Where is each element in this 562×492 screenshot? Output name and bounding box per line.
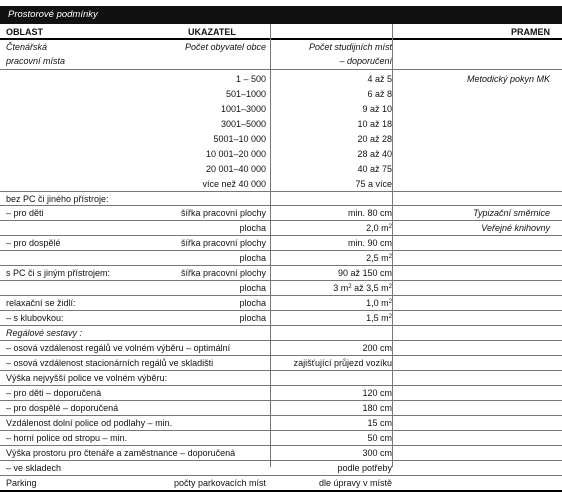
height-heading-row	[0, 371, 562, 386]
population-value: 20 001–40 000	[205, 164, 266, 174]
relax-area-2: 1,5 $m^2$	[366, 313, 392, 323]
pc-with-area-row	[0, 281, 562, 296]
pc-source1: Typizační směrnice	[473, 208, 550, 218]
header-pramen: PRAMEN	[510, 27, 550, 37]
subheader-col3-line2: – doporučení	[339, 56, 392, 66]
pc-dospele-label: – pro dospělé	[6, 238, 61, 248]
shelves-label-2: – osová vzdálenost stacionárních regálů ve skladišti	[6, 358, 214, 368]
pc-dospele-width-row	[0, 236, 562, 251]
pc-deti-width-row	[0, 206, 562, 221]
population-value: 501–1000	[225, 89, 266, 99]
lower-val-2: 50 cm	[367, 433, 392, 443]
relax-plocha-1: plocha	[239, 298, 266, 308]
subheader-row	[0, 40, 562, 70]
study-places-value: 20 až 28	[357, 134, 392, 144]
table-title: Prostorové podmínky	[0, 6, 562, 24]
shelves-row-2	[0, 356, 562, 371]
shelves-val-1: 200 cm	[362, 343, 392, 353]
space-val-2: podle potřeby	[337, 463, 392, 473]
population-value: 3001–5000	[220, 119, 266, 129]
subheader-col1-line2: pracovní místa	[6, 56, 66, 66]
study-places-value: 10 až 18	[357, 119, 392, 129]
subheader-col2: Počet obyvatel obce	[184, 42, 266, 52]
lower-row-1	[0, 416, 562, 431]
pc-with-plocha: plocha	[239, 283, 266, 293]
relax-label-2: – s klubovkou:	[6, 313, 64, 323]
pc-with-sirka: šířka pracovní plochy	[180, 268, 266, 278]
pc-dospele-width: min. 90 cm	[347, 238, 392, 248]
space-row-1	[0, 446, 562, 461]
pc-deti-plocha: plocha	[239, 223, 266, 233]
pc-with-area: 3 $m^2$ až 3,5 $m^2$	[333, 283, 392, 293]
height-val-1: 120 cm	[362, 388, 392, 398]
study-places-value: 4 až 5	[367, 74, 392, 84]
pc-dospele-area-row	[0, 251, 562, 266]
relax-label-1: relaxační se židlí:	[6, 298, 76, 308]
study-places-value: 75 a více	[355, 179, 392, 189]
pc-with-label: s PC či s jiným přístrojem:	[6, 268, 111, 278]
population-row	[0, 147, 562, 162]
population-value: 1 – 500	[235, 74, 266, 84]
lower-row-2	[0, 431, 562, 446]
height-heading: Výška nejvyšší police ve volném výběru:	[6, 373, 168, 383]
population-value: 10 001–20 000	[205, 149, 266, 159]
column-divider-2	[392, 24, 393, 467]
pc-with-width-row	[0, 266, 562, 281]
height-val-2: 180 cm	[362, 403, 392, 413]
space-row-2	[0, 461, 562, 476]
pc-with-width: 90 až 150 cm	[337, 268, 392, 278]
population-row	[0, 132, 562, 147]
population-value: 1001–3000	[220, 104, 266, 114]
pc-source2: Veřejné knihovny	[481, 223, 550, 233]
parking-val: dle úpravy v místě	[318, 478, 392, 488]
height-row-1	[0, 386, 562, 401]
shelves-label-1: – osová vzdálenost regálů ve volném výběru – optimální	[6, 343, 231, 353]
header-oblast: OBLAST	[6, 27, 43, 37]
subheader-col3-line1: Počet studijních míst	[308, 42, 392, 52]
study-places-value: 6 až 8	[367, 89, 392, 99]
height-row-2	[0, 401, 562, 416]
space-label-1: Výška prostoru pro čtenáře a zaměstnance – doporučená	[6, 448, 236, 458]
height-label-1: – pro děti – doporučená	[6, 388, 102, 398]
shelves-row-1	[0, 341, 562, 356]
shelves-heading: Regálové sestavy :	[6, 328, 83, 338]
header-row	[0, 24, 562, 40]
population-row	[0, 102, 562, 117]
population-value: 5001–10 000	[213, 134, 266, 144]
pc-deti-sirka: šířka pracovní plochy	[180, 208, 266, 218]
shelves-val-2: zajišťující průjezd vozíku	[293, 358, 392, 368]
study-places-value: 28 až 40	[357, 149, 392, 159]
population-source: Metodický pokyn MK	[466, 74, 550, 84]
shelves-heading-row	[0, 326, 562, 341]
subheader-col1-line1: Čtenářská	[6, 42, 48, 52]
population-value: více než 40 000	[202, 179, 266, 189]
pc-deti-label: – pro děti	[6, 208, 44, 218]
pc-heading: bez PC či jiného přístroje:	[6, 194, 109, 204]
column-divider-1	[270, 24, 271, 467]
lower-label-1: Vzdálenost dolní police od podlahy – min.	[6, 418, 173, 428]
parking-row	[0, 476, 562, 492]
space-label-2: – ve skladech	[6, 463, 62, 473]
pc-dospele-plocha: plocha	[239, 253, 266, 263]
pc-deti-area: 2,0 $m^2$	[366, 223, 392, 233]
pc-deti-area-row	[0, 221, 562, 236]
population-row	[0, 117, 562, 132]
height-label-2: – pro dospělé – doporučená	[6, 403, 119, 413]
parking-mid: počty parkovacích míst	[173, 478, 266, 488]
conditions-table	[0, 24, 562, 492]
pc-heading-row	[0, 192, 562, 206]
pc-deti-width: min. 80 cm	[347, 208, 392, 218]
pc-dospele-area: 2,5 $m^2$	[366, 253, 392, 263]
population-row	[0, 177, 562, 192]
lower-label-2: – horní police od stropu – min.	[6, 433, 128, 443]
relax-area-1: 1,0 $m^2$	[366, 298, 392, 308]
study-places-value: 9 až 10	[362, 104, 392, 114]
parking-label: Parking	[6, 478, 37, 488]
relax-plocha-2: plocha	[239, 313, 266, 323]
relax-row-2	[0, 311, 562, 326]
population-row	[0, 87, 562, 102]
population-row	[0, 162, 562, 177]
header-ukazatel: UKAZATEL	[188, 27, 236, 37]
population-row	[0, 70, 562, 87]
population-rows	[0, 70, 562, 192]
relax-row-1	[0, 296, 562, 311]
pc-dospele-sirka: šířka pracovní plochy	[180, 238, 266, 248]
study-places-value: 40 až 75	[357, 164, 392, 174]
space-val-1: 300 cm	[362, 448, 392, 458]
lower-val-1: 15 cm	[367, 418, 392, 428]
